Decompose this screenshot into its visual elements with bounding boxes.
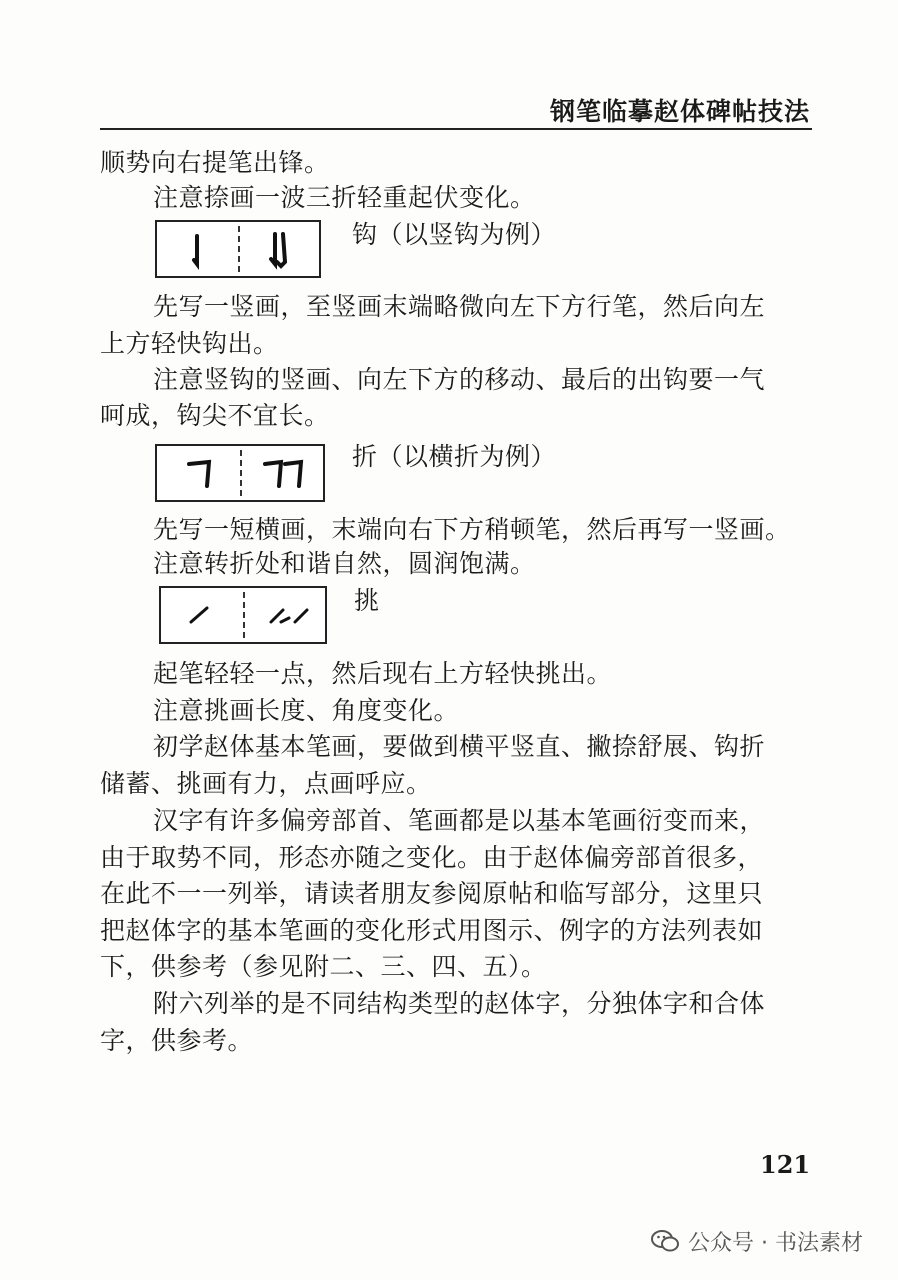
- body-line-5: 注意竖钩的竖画、向左下方的移动、最后的出钩要一气: [153, 365, 766, 394]
- body-line-14: 由于取势不同，形态亦随之变化。由于赵体偏旁部首很多，: [100, 843, 764, 872]
- header-rule: [100, 128, 812, 130]
- page-number: 121: [760, 1150, 811, 1179]
- body-line-8: 注意转折处和谐自然，圆润饱满。: [153, 549, 536, 578]
- body-line-4: 上方轻快钩出。: [100, 329, 279, 358]
- body-line-9: 起笔轻轻一点，然后现右上方轻快挑出。: [153, 659, 613, 688]
- body-line-18: 附六列举的是不同结构类型的赵体字，分独体字和合体: [153, 989, 766, 1018]
- rise-label: 挑: [354, 586, 380, 615]
- rise-stroke-glyphs: [161, 588, 325, 642]
- running-title: 钢笔临摹赵体碑帖技法: [549, 97, 810, 126]
- hook-label: 钩（以竖钩为例）: [352, 220, 557, 249]
- watermark-text: 公众号 · 书法素材: [688, 1230, 863, 1256]
- body-line-11: 初学赵体基本笔画，要做到横平竖直、撇捺舒展、钩折: [153, 732, 766, 761]
- body-line-17: 下，供参考（参见附二、三、四、五）。: [100, 952, 547, 981]
- rise-stroke-box: [159, 586, 327, 644]
- body-line-6: 呵成，钩尖不宜长。: [100, 401, 330, 430]
- body-line-2: 注意捺画一波三折轻重起伏变化。: [153, 183, 536, 212]
- body-line-3: 先写一竖画，至竖画末端略微向左下方行笔，然后向左: [153, 292, 766, 321]
- body-line-12: 储蓄、挑画有力，点画呼应。: [100, 769, 432, 798]
- body-line-15: 在此不一一列举，请读者朋友参阅原帖和临写部分，这里只: [100, 879, 764, 908]
- body-line-19: 字，供参考。: [100, 1026, 254, 1055]
- body-line-10: 注意挑画长度、角度变化。: [153, 696, 460, 725]
- body-line-7: 先写一短横画，末端向右下方稍顿笔，然后再写一竖画。: [153, 515, 791, 544]
- hook-stroke-glyphs: [157, 222, 319, 276]
- hook-stroke-box: [155, 220, 321, 278]
- turn-label: 折（以横折为例）: [352, 442, 557, 471]
- wechat-watermark: [650, 1225, 863, 1257]
- wechat-logo-icon: [650, 1228, 680, 1254]
- turn-stroke-glyphs: [157, 446, 323, 500]
- turn-stroke-box: [155, 444, 325, 502]
- body-line-16: 把赵体字的基本笔画的变化形式用图示、例字的方法列表如: [100, 916, 764, 945]
- body-line-13: 汉字有许多偏旁部首、笔画都是以基本笔画衍变而来，: [153, 806, 766, 835]
- body-line-1: 顺势向右提笔出锋。: [100, 148, 330, 177]
